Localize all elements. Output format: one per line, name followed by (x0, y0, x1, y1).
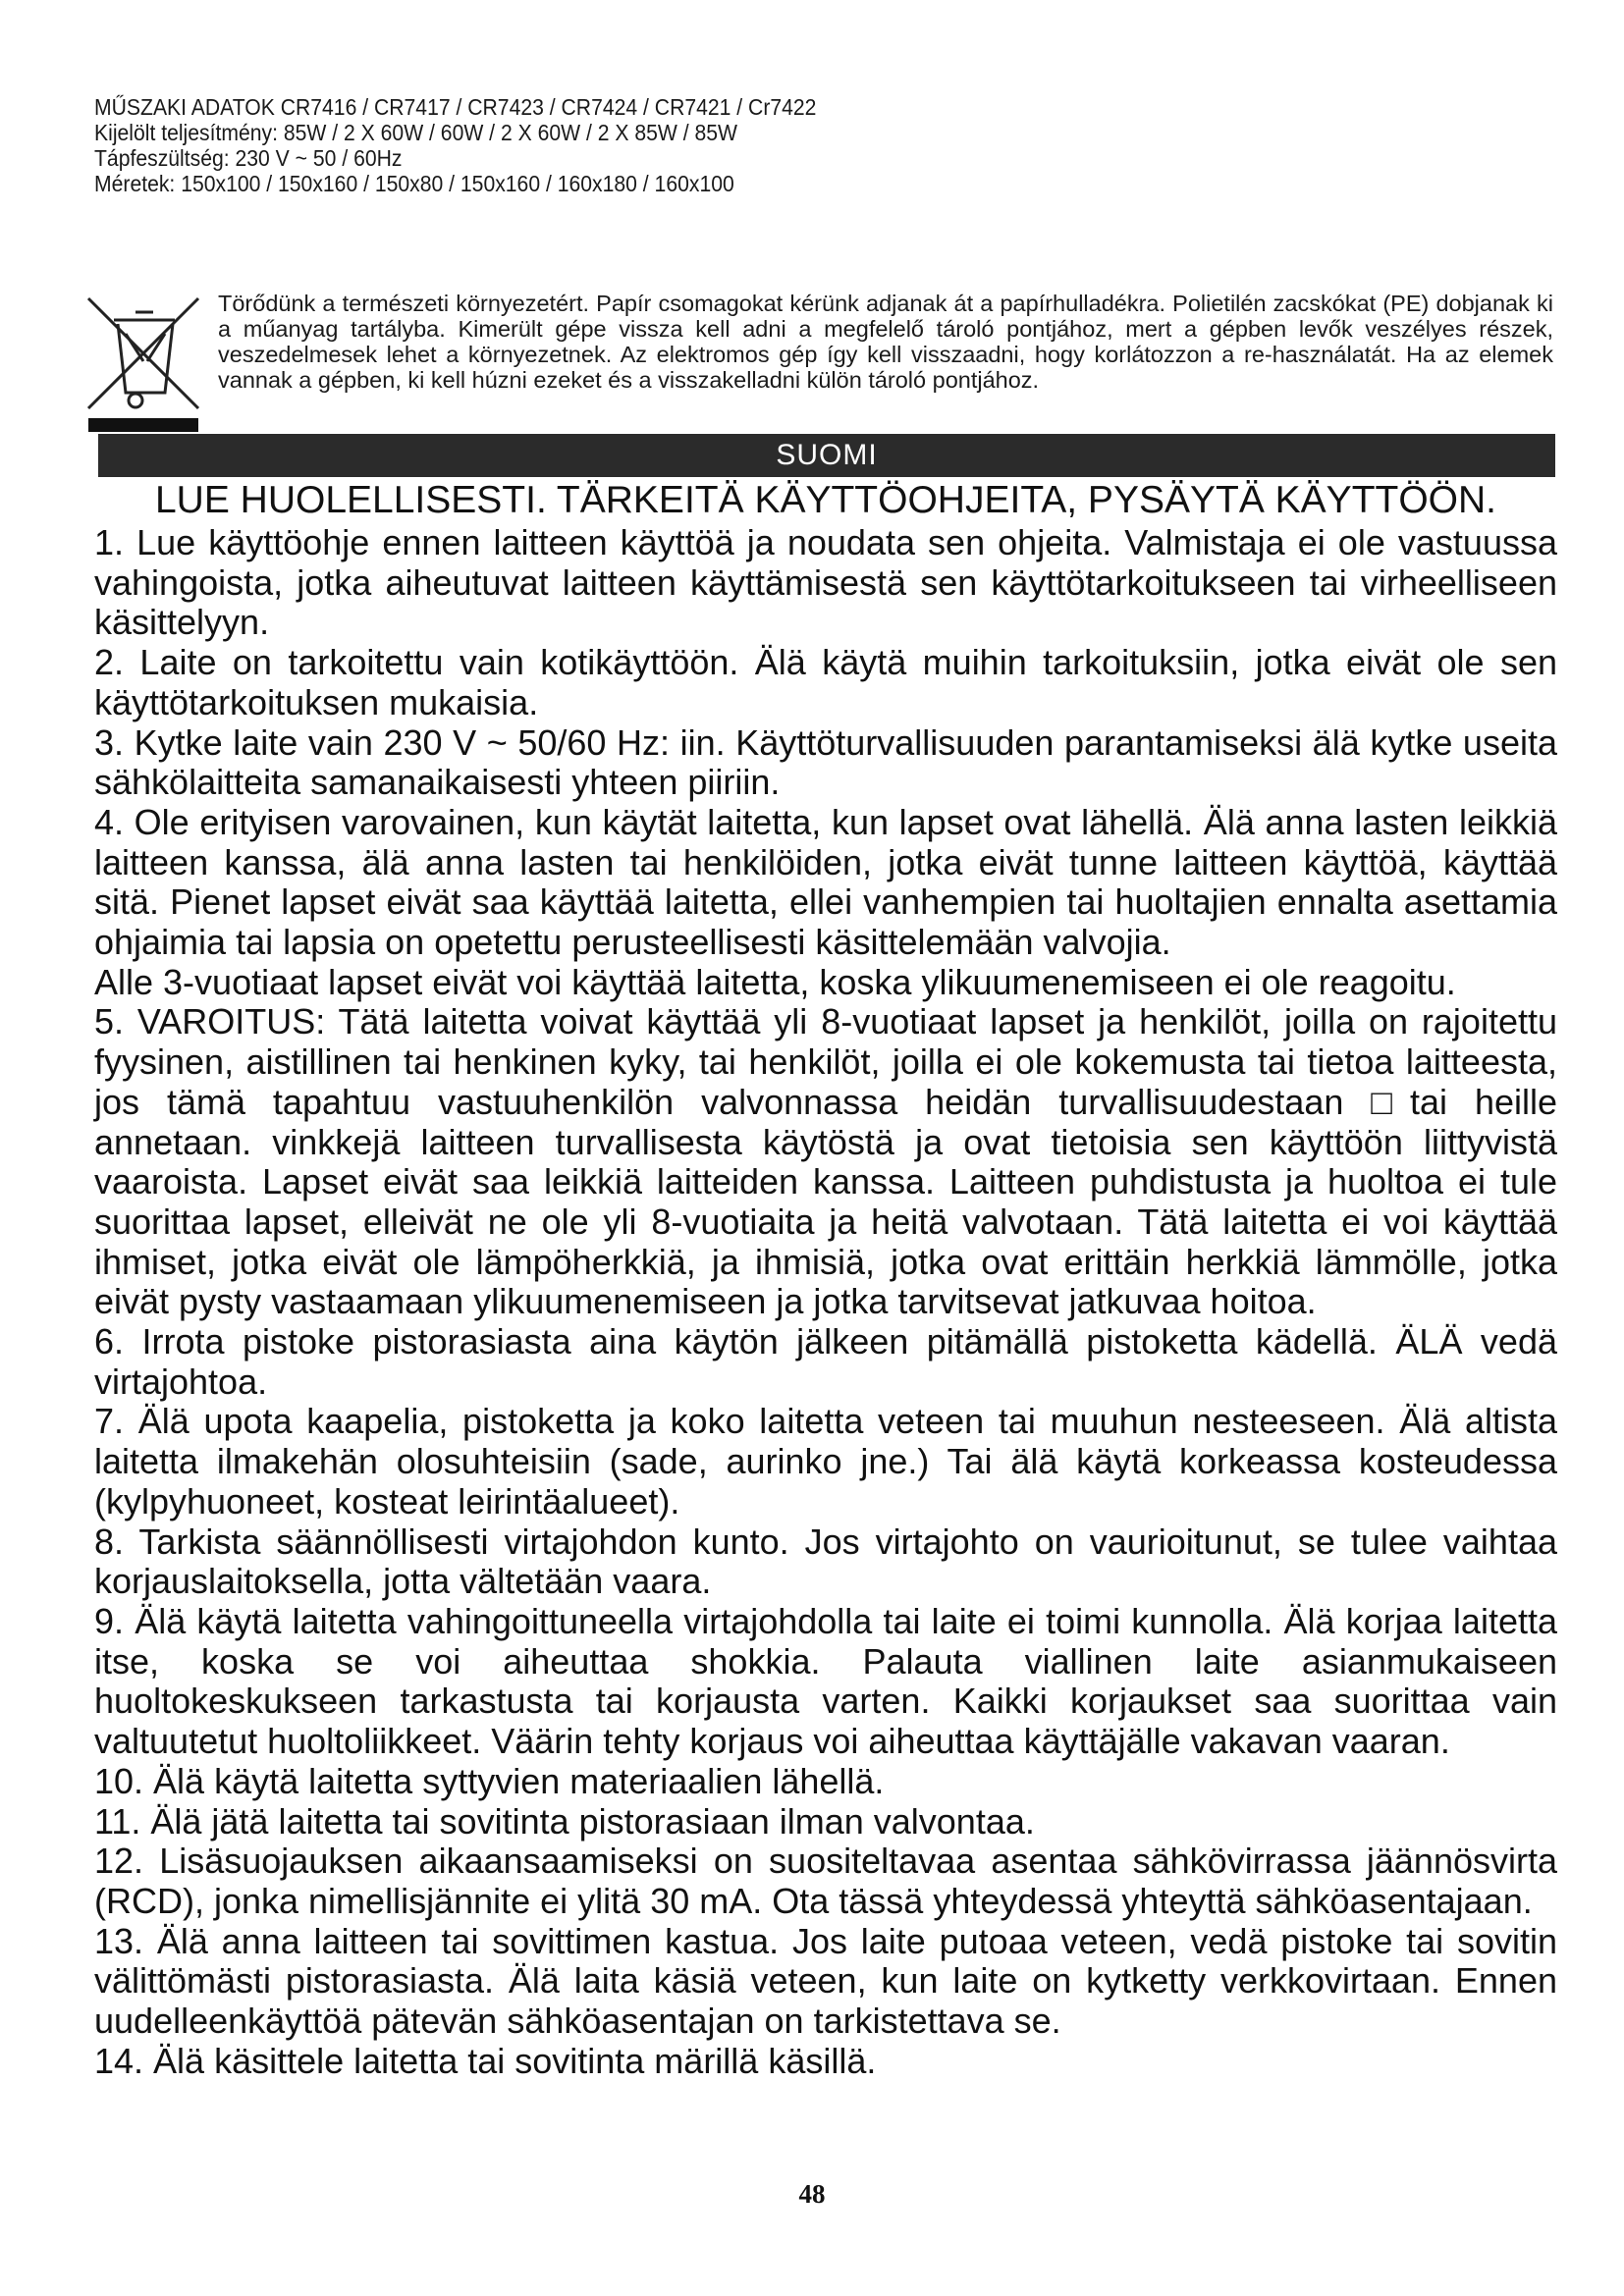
instruction-8: 8. Tarkista säännöllisesti virtajohdon kunto. Jos virtajohto on vaurioitunut, se tulee vaihtaa korjauslaitoksella, jotta vältetään vaara. (94, 1521, 1557, 1602)
instruction-6: 6. Irrota pistoke pistorasiasta aina käytön jälkeen pitämällä pistoketta kädellä. ÄLÄ vedä virtajohtoa. (94, 1321, 1557, 1402)
instructions-title: LUE HUOLELLISESTI. TÄRKEITÄ KÄYTTÖOHJEITA, PYSÄYTÄ KÄYTTÖÖN. (154, 479, 1497, 521)
instruction-4: 4. Ole erityisen varovainen, kun käytät laitetta, kun lapset ovat lähellä. Älä anna lasten leikkiä laitteen kanssa, älä anna lasten tai henkilöiden, jotka eivät tunne laitteen käyttöä, käyttää sitä. Pienet lapset eivät saa käyttää laitetta, ellei vanhempien tai huoltajien ennalta asettamia ohjaimia tai lapsia on opetettu perusteellisesti käsittelemään valvojia. (94, 801, 1557, 963)
instruction-10: 10. Älä käytä laitetta syttyvien materiaalien lähellä. (94, 1760, 885, 1801)
environment-notice (218, 291, 1553, 393)
language-label: SUOMI (776, 439, 878, 471)
specs-heading: MŰSZAKI ADATOK CR7416 / CR7417 / CR7423 / CR7424 / CR7421 / Cr7422 (94, 94, 817, 120)
language-section-bar (98, 434, 1555, 477)
specs-power: Kijelölt teljesítmény: 85W / 2 X 60W / 60W / 2 X 60W / 2 X 85W / 85W (94, 120, 738, 145)
instruction-11: 11. Älä jätä laitetta tai sovitinta pistorasiaan ilman valvontaa. (94, 1800, 1035, 1842)
instruction-13: 13. Älä anna laitteen tai sovittimen kastua. Jos laite putoaa veteen, vedä pistoke tai sovitin välittömästi pistorasiasta. Älä laita käsiä veteen, kun laite on kytketty verkkovirtaan. Ennen uudelleenkäyttöä pätevän sähköasentajan on tarkistettava se. (94, 1920, 1557, 2042)
technical-specs (94, 94, 1528, 196)
instruction-2: 2. Laite on tarkoitettu vain kotikäyttöön. Älä käytä muihin tarkoituksiin, jotka eivät ole sen käyttötarkoituksen mukaisia. (94, 642, 1557, 722)
instruction-3: 3. Kytke laite vain 230 V ~ 50/60 Hz: iin. Käyttöturvallisuuden parantamiseksi älä kytke useita sähkölaitteita samanaikaisesti yhteen piiriin. (94, 721, 1557, 803)
instruction-5: 5. VAROITUS: Tätä laitetta voivat käyttää yli 8-vuotiaat lapset ja henkilöt, joilla on rajoitettu fyysinen, aistillinen tai henkinen kyky, tai henkilöt, joilla ei ole kokemusta tai tietoa laitteesta, jos tämä tapahtuu vastuuhenkilön valvonnassa heidän turvallisuudestaan □tai heille annetaan. vinkkejä laitteen turvallisesta käytöstä ja ovat tietoisia sen käyttöön liittyvistä vaaroista. Lapset eivät saa leikkiä laitteiden kanssa. Laitteen puhdistusta ja huoltoa ei tule suorittaa lapset, elleivät ne ole yli 8-vuotiaita ja heitä valvotaan. Tätä laitetta ei voi käyttää ihmiset, jotka eivät ole lämpöherkkiä, ja ihmisiä, jotka ovat erittäin herkkiä lämmölle, jotka eivät pysty vastaamaan ylikuumenemiseen ja jotka tarvitsevat jatkuvaa hoitoa. (94, 1001, 1557, 1322)
instruction-4-note: Alle 3-vuotiaat lapset eivät voi käyttää laitetta, koska ylikuumenemiseen ei ole reagoitu. (94, 961, 1456, 1002)
environment-notice-text: Törődünk a természeti környezetért. Papír csomagokat kérünk adjanak át a papírhulladékra. Polietilén zacskókat (PE) dobjanak ki a műanyag tartályba. Kimerült gépe vissza kell adni a megfelelő tároló pontjához, mert a gépben levők veszélyes részek, veszedelmesek lehet a környezetnek. Az elektromos gép így kell visszaadni, hogy korlátozzon a re-használatát. Ha az elemek vannak a gépben, ki kell húzni ezeket és a visszakelladni külön tároló pontjához. (218, 291, 1553, 393)
specs-dimensions: Méretek: 150x100 / 150x160 / 150x80 / 150x160 / 160x180 / 160x100 (94, 171, 734, 196)
instruction-14: 14. Älä käsittele laitetta tai sovitinta märillä käsillä. (94, 2040, 877, 2081)
instruction-7: 7. Älä upota kaapelia, pistoketta ja koko laitetta veteen tai muuhun nesteeseen. Älä altista laitetta ilmakehän olosuhteisiin (sade, aurinko jne.) Tai älä käytä korkeassa kosteudessa (kylpyhuoneet, kosteat leirintäalueet). (94, 1401, 1557, 1522)
instruction-9: 9. Älä käytä laitetta vahingoittuneella virtajohdolla tai laite ei toimi kunnolla. Älä korjaa laitetta itse, koska se voi aiheuttaa shokkia. Palauta viallinen laite asianmukaiseen huoltokeskukseen tarkastusta tai korjausta varten. Kaikki korjaukset saa suorittaa vain valtuutetut huoltoliikkeet. Väärin tehty korjaus voi aiheuttaa käyttäjälle vakavan vaaran. (94, 1600, 1557, 1762)
instruction-12: 12. Lisäsuojauksen aikaansaamiseksi on suositeltavaa asentaa sähkövirrassa jäännösvirta (RCD), jonka nimellisjännite ei ylitä 30 mA. Ota tässä yhteydessä yhteyttä sähköasentajaan. (94, 1841, 1557, 1921)
specs-voltage: Tápfeszültség: 230 V ~ 50 / 60Hz (94, 145, 403, 171)
safety-instructions (94, 523, 1557, 2081)
instruction-1: 1. Lue käyttöohje ennen laitteen käyttöä ja noudata sen ohjeita. Valmistaja ei ole vastuussa vahingoista, jotka aiheutuvat laitteen käyttämisestä sen käyttötarkoitukseen tai virheelliseen käsittelyyn. (94, 522, 1557, 643)
page-number: 48 (798, 2179, 826, 2209)
crossed-out-wheelie-bin-icon (84, 291, 202, 434)
